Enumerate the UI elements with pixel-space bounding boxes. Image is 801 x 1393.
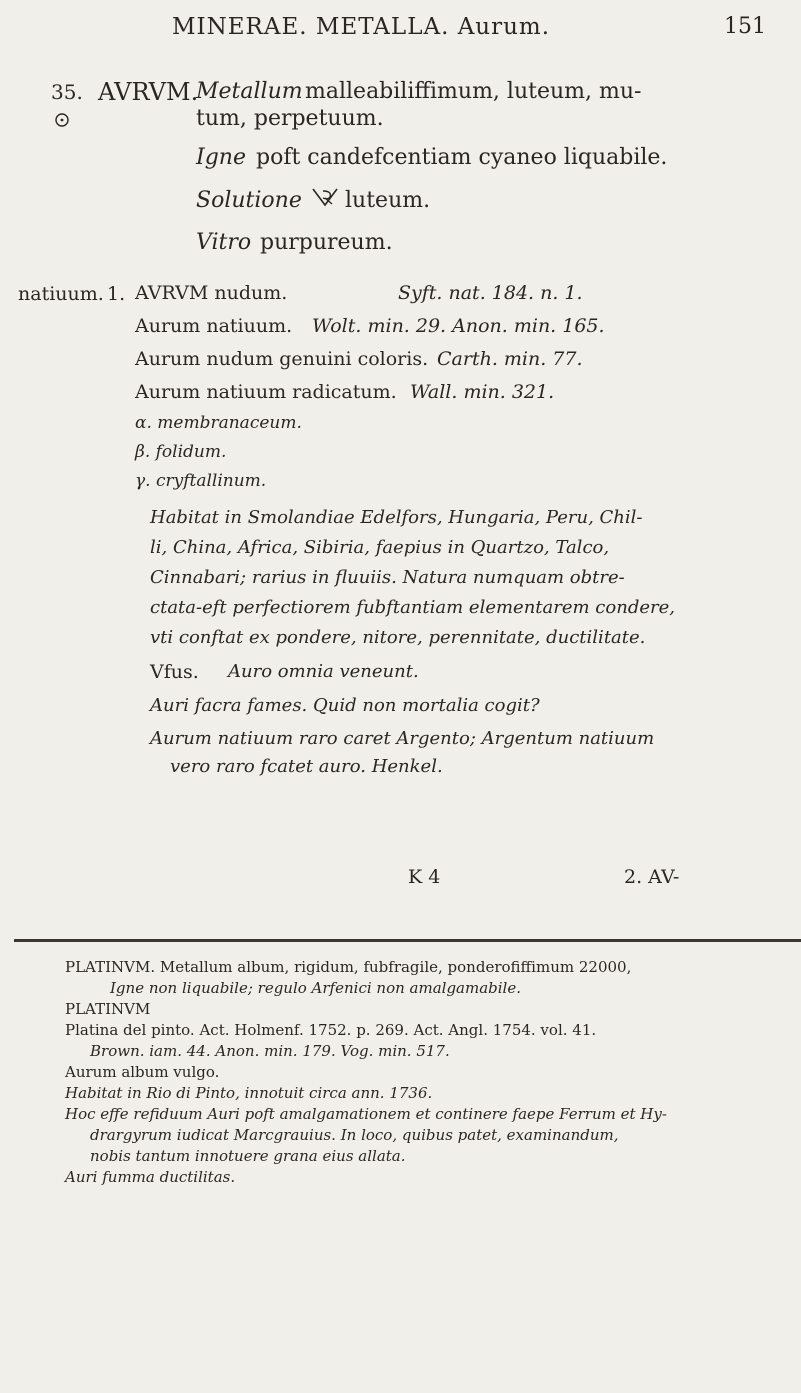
- igne-text: poft candefcentiam cyaneo liquabile.: [256, 145, 668, 170]
- synonym-ref: Wall. min. 321.: [410, 381, 555, 403]
- usus-quote: Auri facra fames. Quid non mortalia cogit?: [150, 695, 540, 716]
- entry-name: AVRVM.: [98, 78, 199, 106]
- usus-quote: vero raro fcatet auro. Henkel.: [170, 756, 443, 777]
- footnote-line: Habitat in Rio di Pinto, innotuit circa ann. 1736.: [65, 1084, 433, 1102]
- vitro-text: purpureum.: [260, 230, 393, 255]
- usus-quote: Aurum natiuum raro caret Argento; Argentum natiuum: [150, 728, 655, 749]
- solutione-label: Solutione: [196, 188, 302, 213]
- vitro-label: Vitro: [196, 230, 252, 255]
- synonym-line: Aurum natiuum.: [135, 315, 293, 337]
- entry-desc-line2: tum, perpetuum.: [196, 106, 384, 131]
- footnote-line: Hoc effe refiduum Auri poft amalgamationem et continere faepe Ferrum et Hy-: [65, 1105, 667, 1123]
- footnote-line: PLATINVM. Metallum album, rigidum, fubfragile, ponderofiffimum 22000,: [65, 958, 632, 976]
- footnote-line: Brown. iam. 44. Anon. min. 179. Vog. min. 517.: [90, 1042, 450, 1060]
- catchword: 2. AV-: [624, 866, 680, 888]
- variety-alpha: α. membranaceum.: [135, 413, 302, 433]
- footnote-line: nobis tantum innotuere grana eius allata.: [90, 1147, 406, 1165]
- synonym-ref: Wolt. min. 29. Anon. min. 165.: [312, 315, 605, 337]
- habitat-line: li, China, Africa, Sibiria, faepius in Quartzo, Talco,: [150, 537, 610, 558]
- synonym-line: Aurum natiuum radicatum.: [135, 381, 397, 403]
- aqua-regia-symbol-icon: [310, 186, 340, 208]
- synonym-line: AVRVM nudum.: [135, 282, 288, 304]
- page-number: 151: [724, 14, 766, 39]
- footnote-line: Platina del pinto. Act. Holmenf. 1752. p. 269. Act. Angl. 1754. vol. 41.: [65, 1021, 597, 1039]
- variety-beta: β. folidum.: [135, 442, 227, 462]
- solutione-text: luteum.: [345, 188, 431, 213]
- entry-number: 35.: [51, 80, 83, 104]
- sub-entry-number: 1.: [107, 283, 126, 305]
- footnote-line: Aurum album vulgo.: [65, 1063, 220, 1081]
- margin-label: natiuum.: [18, 283, 104, 305]
- running-header: MINERAE. METALLA. Aurum.: [172, 14, 551, 40]
- footnote-line: Igne non liquabile; regulo Arfenici non amalgamabile.: [110, 979, 521, 997]
- habitat-line: Habitat in Smolandiae Edelfors, Hungaria, Peru, Chil-: [150, 507, 643, 528]
- entry-desc-label: Metallum: [196, 79, 303, 104]
- footnote-line: PLATINVM: [65, 1000, 151, 1018]
- variety-gamma: γ. cryftallinum.: [135, 471, 267, 491]
- footnote-line: Auri fumma ductilitas.: [65, 1168, 236, 1186]
- sun-symbol-icon: [55, 112, 69, 131]
- synonym-line: Aurum nudum genuini coloris.: [135, 348, 429, 370]
- signature-mark: K 4: [408, 866, 441, 888]
- usus-text: Auro omnia veneunt.: [228, 661, 419, 682]
- habitat-line: ctata-eft perfectiorem fubftantiam elementarem condere,: [150, 597, 675, 618]
- entry-desc: malleabiliffimum, luteum, mu-: [305, 79, 642, 104]
- synonym-ref: Carth. min. 77.: [437, 348, 583, 370]
- synonym-ref: Syft. nat. 184. n. 1.: [398, 282, 583, 304]
- page-divider: [14, 939, 801, 942]
- igne-label: Igne: [196, 145, 246, 170]
- habitat-line: Cinnabari; rarius in fluuiis. Natura numquam obtre-: [150, 567, 625, 588]
- footnote-line: drargyrum iudicat Marcgrauius. In loco, quibus patet, examinandum,: [90, 1126, 619, 1144]
- usus-label: Vfus.: [150, 661, 199, 683]
- habitat-line: vti conftat ex pondere, nitore, perennitate, ductilitate.: [150, 627, 646, 648]
